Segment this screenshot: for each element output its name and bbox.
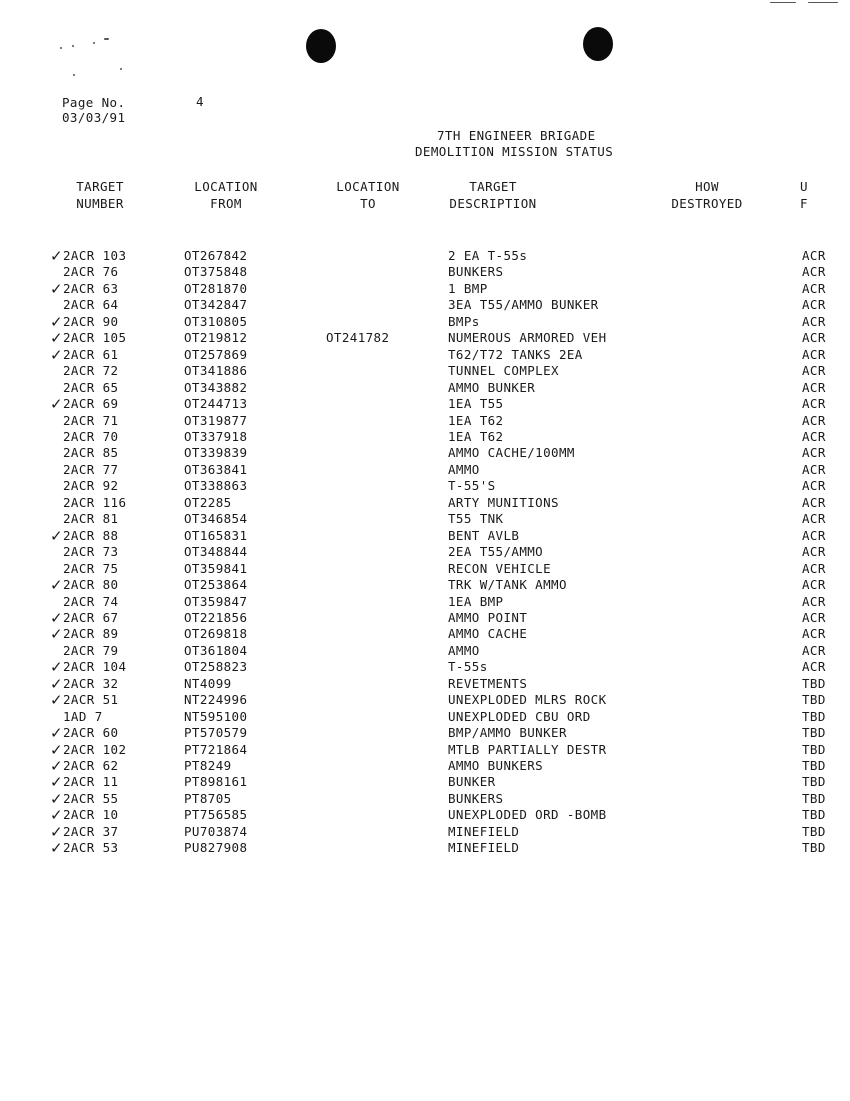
target-number: 2ACR 32 <box>63 675 119 691</box>
location-from: OT219812 <box>184 330 248 346</box>
check-mark: ✓ <box>50 658 63 677</box>
unit-code: ACR <box>802 412 826 428</box>
table-row <box>0 347 850 363</box>
location-from: OT267842 <box>184 248 248 263</box>
target-number: 2ACR 80 <box>63 577 119 592</box>
target-number: 2ACR 69 <box>63 396 119 411</box>
target-number: 2ACR 104 <box>63 659 127 675</box>
target-number: 2ACR 116 <box>63 494 127 510</box>
check-mark: ✓ <box>50 312 63 331</box>
target-description: 3EA T55/AMMO BUNKER <box>448 297 599 313</box>
table-row <box>0 528 850 544</box>
target-description: ARTY MUNITIONS <box>448 494 559 510</box>
table-row <box>0 248 850 264</box>
unit-code: ACR <box>802 593 826 609</box>
unit-code: TBD <box>802 758 826 773</box>
location-from: PT570579 <box>184 725 248 740</box>
table-row <box>0 281 850 297</box>
unit-code: TBD <box>802 840 826 856</box>
check-mark: ✓ <box>50 806 63 825</box>
table-row <box>0 725 850 741</box>
location-from: OT338863 <box>184 478 248 494</box>
table-row <box>0 643 850 659</box>
unit-code: ACR <box>802 346 826 362</box>
target-number: 2ACR 72 <box>63 363 119 379</box>
location-from: OT359847 <box>184 593 248 609</box>
target-number: 2ACR 71 <box>63 412 119 428</box>
col-header-line: FROM <box>210 196 242 211</box>
unit-code: ACR <box>802 461 826 477</box>
table-row <box>0 380 850 396</box>
target-description: RECON VEHICLE <box>448 560 552 576</box>
unit-code: ACR <box>802 428 826 444</box>
unit-code: ACR <box>802 248 826 263</box>
target-description: TUNNEL COMPLEX <box>448 363 559 379</box>
target-number: 2ACR 63 <box>63 280 119 296</box>
target-description: AMMO CACHE <box>448 626 528 642</box>
target-description: T-55'S <box>448 478 496 494</box>
target-description: TRK W/TANK AMMO <box>448 577 567 592</box>
target-number: 2ACR 103 <box>63 248 127 263</box>
check-mark: ✓ <box>50 608 63 627</box>
scan-speck <box>60 47 62 49</box>
unit-code: ACR <box>802 494 826 510</box>
check-mark: ✓ <box>50 773 63 792</box>
table-row <box>0 495 850 511</box>
unit-code: ACR <box>802 363 826 379</box>
unit-code: TBD <box>802 675 826 691</box>
unit-code: TBD <box>802 774 826 790</box>
target-description: 1 BMP <box>448 280 488 296</box>
table-row <box>0 594 850 610</box>
location-from: PU827908 <box>184 840 248 856</box>
col-header-line: DESTROYED <box>671 196 743 211</box>
scan-speck <box>770 2 796 3</box>
report-date: 03/03/91 <box>62 110 126 125</box>
target-description: 2EA T55/AMMO <box>448 544 544 560</box>
unit-code: ACR <box>802 280 826 296</box>
table-row <box>0 774 850 790</box>
target-description: MINEFIELD <box>448 840 520 856</box>
table-row <box>0 676 850 692</box>
target-description: UNEXPLODED ORD -BOMB <box>448 807 607 823</box>
unit-code: TBD <box>802 823 826 839</box>
table-row <box>0 626 850 642</box>
scan-speck <box>93 42 95 44</box>
location-from: OT346854 <box>184 511 248 527</box>
target-number: 2ACR 60 <box>63 725 119 740</box>
location-from: OT244713 <box>184 396 248 411</box>
col-header-location-from <box>183 178 269 212</box>
table-row <box>0 840 850 856</box>
unit-code: ACR <box>802 478 826 494</box>
target-number: 2ACR 76 <box>63 264 119 280</box>
table-row <box>0 314 850 330</box>
location-from: OT165831 <box>184 527 248 543</box>
target-description: 2 EA T-55s <box>448 248 528 263</box>
unit-code: ACR <box>802 396 826 411</box>
table-row <box>0 577 850 593</box>
table-row <box>0 363 850 379</box>
unit-code: ACR <box>802 642 826 658</box>
unit-code: ACR <box>802 626 826 642</box>
target-description: AMMO <box>448 642 480 658</box>
unit-code: ACR <box>802 330 826 346</box>
col-header-line: LOCATION <box>336 179 400 194</box>
location-from: PT8705 <box>184 790 232 806</box>
location-from: OT310805 <box>184 313 248 329</box>
location-from: OT343882 <box>184 379 248 395</box>
page-number-label: Page No. <box>62 95 126 110</box>
location-from: OT361804 <box>184 642 248 658</box>
target-description: UNEXPLODED MLRS ROCK <box>448 692 607 708</box>
unit-code: TBD <box>802 790 826 806</box>
table-row <box>0 758 850 774</box>
check-mark: ✓ <box>50 757 63 775</box>
target-number: 2ACR 11 <box>63 774 119 790</box>
binder-hole-left <box>306 29 336 63</box>
target-number: 2ACR 62 <box>63 758 119 773</box>
location-from: PT898161 <box>184 774 248 790</box>
target-description: AMMO POINT <box>448 609 528 625</box>
target-description: AMMO CACHE/100MM <box>448 445 575 461</box>
target-description: NUMEROUS ARMORED VEH <box>448 330 607 346</box>
scan-speck <box>120 68 122 70</box>
col-header-target-number <box>62 178 138 212</box>
col-header-target-description <box>446 178 540 212</box>
target-number: 2ACR 92 <box>63 478 119 494</box>
report-title: DEMOLITION MISSION STATUS <box>415 144 614 159</box>
table-row <box>0 742 850 758</box>
col-header-line: TARGET <box>76 179 124 194</box>
col-header-how-destroyed <box>661 178 753 212</box>
location-from: NT224996 <box>184 692 248 708</box>
unit-code: ACR <box>802 544 826 560</box>
page-number: 4 <box>196 94 204 109</box>
unit-code: ACR <box>802 264 826 280</box>
target-number: 2ACR 10 <box>63 807 119 823</box>
target-number: 2ACR 74 <box>63 593 119 609</box>
table-row <box>0 692 850 708</box>
table-row <box>0 478 850 494</box>
target-number: 2ACR 51 <box>63 692 119 708</box>
unit-code: TBD <box>802 807 826 823</box>
location-to: OT241782 <box>326 330 390 346</box>
table-row <box>0 462 850 478</box>
location-from: PT756585 <box>184 807 248 823</box>
target-number: 2ACR 105 <box>63 330 127 346</box>
scan-speck <box>104 38 109 40</box>
col-header-line: NUMBER <box>76 196 124 211</box>
target-description: BUNKERS <box>448 790 504 806</box>
col-header-line: HOW <box>695 179 719 194</box>
location-from: OT375848 <box>184 264 248 280</box>
location-from: NT4099 <box>184 675 232 691</box>
table-row <box>0 709 850 725</box>
target-number: 1AD 7 <box>63 708 103 724</box>
target-description: 1EA T62 <box>448 412 504 428</box>
target-description: T62/T72 TANKS 2EA <box>448 346 583 362</box>
target-description: AMMO BUNKER <box>448 379 536 395</box>
location-from: PU703874 <box>184 823 248 839</box>
unit-code: TBD <box>802 708 826 724</box>
location-from: OT269818 <box>184 626 248 642</box>
location-from: OT258823 <box>184 659 248 675</box>
col-header-location-to <box>325 178 411 212</box>
check-mark: ✓ <box>50 789 63 808</box>
col-header-line: U <box>800 179 808 194</box>
binder-hole-right <box>583 27 613 61</box>
table-row <box>0 511 850 527</box>
target-number: 2ACR 53 <box>63 840 119 856</box>
col-header-line: TARGET <box>469 179 517 194</box>
scan-speck <box>808 2 838 3</box>
table-row <box>0 544 850 560</box>
unit-code: ACR <box>802 577 826 592</box>
target-description: T-55s <box>448 659 488 675</box>
check-mark: ✓ <box>50 395 63 413</box>
target-description: BMP/AMMO BUNKER <box>448 725 567 740</box>
target-description: MINEFIELD <box>448 823 520 839</box>
unit-code: ACR <box>802 609 826 625</box>
check-mark: ✓ <box>50 279 63 298</box>
table-row <box>0 445 850 461</box>
unit-code: ACR <box>802 379 826 395</box>
check-mark: ✓ <box>50 247 63 265</box>
target-description: 1EA T55 <box>448 396 504 411</box>
location-from: OT341886 <box>184 363 248 379</box>
table-row <box>0 561 850 577</box>
unit-code: TBD <box>802 692 826 708</box>
col-header-unit <box>800 178 814 212</box>
target-description: BENT AVLB <box>448 527 520 543</box>
target-number: 2ACR 55 <box>63 790 119 806</box>
target-number: 2ACR 61 <box>63 346 119 362</box>
table-row <box>0 413 850 429</box>
table-row <box>0 610 850 626</box>
location-from: PT721864 <box>184 741 248 757</box>
check-mark: ✓ <box>50 625 63 644</box>
location-from: OT359841 <box>184 560 248 576</box>
target-number: 2ACR 85 <box>63 445 119 461</box>
check-mark: ✓ <box>50 329 63 348</box>
target-number: 2ACR 67 <box>63 609 119 625</box>
target-number: 2ACR 75 <box>63 560 119 576</box>
check-mark: ✓ <box>50 822 63 841</box>
target-number: 2ACR 89 <box>63 626 119 642</box>
unit-code: ACR <box>802 560 826 576</box>
location-from: OT281870 <box>184 280 248 296</box>
target-number: 2ACR 64 <box>63 297 119 313</box>
table-row <box>0 330 850 346</box>
table-row <box>0 264 850 280</box>
col-header-line: DESCRIPTION <box>449 196 537 211</box>
unit-code: ACR <box>802 445 826 461</box>
target-description: 1EA BMP <box>448 593 504 609</box>
target-description: UNEXPLODED CBU ORD <box>448 708 591 724</box>
location-from: OT337918 <box>184 428 248 444</box>
location-from: OT363841 <box>184 461 248 477</box>
target-description: BUNKERS <box>448 264 504 280</box>
target-number: 2ACR 73 <box>63 544 119 560</box>
table-row <box>0 807 850 823</box>
location-from: NT595100 <box>184 708 248 724</box>
org-name: 7TH ENGINEER BRIGADE <box>437 128 596 143</box>
col-header-line: F <box>800 196 808 211</box>
target-description: 1EA T62 <box>448 428 504 444</box>
check-mark: ✓ <box>50 724 63 742</box>
unit-code: ACR <box>802 527 826 543</box>
location-from: OT342847 <box>184 297 248 313</box>
location-from: OT221856 <box>184 609 248 625</box>
table-row <box>0 429 850 445</box>
target-number: 2ACR 77 <box>63 461 119 477</box>
target-description: BMPs <box>448 313 480 329</box>
col-header-line: TO <box>360 196 376 211</box>
location-from: OT257869 <box>184 346 248 362</box>
target-description: AMMO <box>448 461 480 477</box>
check-mark: ✓ <box>50 526 63 545</box>
target-number: 2ACR 81 <box>63 511 119 527</box>
unit-code: TBD <box>802 725 826 740</box>
location-from: OT253864 <box>184 577 248 592</box>
check-mark: ✓ <box>50 740 63 759</box>
target-number: 2ACR 79 <box>63 642 119 658</box>
table-row <box>0 396 850 412</box>
target-number: 2ACR 88 <box>63 527 119 543</box>
col-header-line: LOCATION <box>194 179 258 194</box>
target-description: REVETMENTS <box>448 675 528 691</box>
table-row <box>0 791 850 807</box>
scan-speck <box>73 74 75 76</box>
unit-code: ACR <box>802 297 826 313</box>
check-mark: ✓ <box>50 691 63 710</box>
target-number: 2ACR 70 <box>63 428 119 444</box>
location-from: PT8249 <box>184 758 232 773</box>
unit-code: ACR <box>802 511 826 527</box>
target-description: T55 TNK <box>448 511 504 527</box>
table-row <box>0 297 850 313</box>
table-row <box>0 659 850 675</box>
target-number: 2ACR 90 <box>63 313 119 329</box>
target-description: AMMO BUNKERS <box>448 758 544 773</box>
unit-code: ACR <box>802 659 826 675</box>
target-description: BUNKER <box>448 774 496 790</box>
location-from: OT319877 <box>184 412 248 428</box>
target-number: 2ACR 37 <box>63 823 119 839</box>
check-mark: ✓ <box>50 839 63 858</box>
unit-code: TBD <box>802 741 826 757</box>
target-number: 2ACR 102 <box>63 741 127 757</box>
scan-speck <box>72 45 74 47</box>
check-mark: ✓ <box>50 345 63 364</box>
table-row <box>0 824 850 840</box>
target-description: MTLB PARTIALLY DESTR <box>448 741 607 757</box>
location-from: OT339839 <box>184 445 248 461</box>
unit-code: ACR <box>802 313 826 329</box>
location-from: OT2285 <box>184 494 232 510</box>
target-number: 2ACR 65 <box>63 379 119 395</box>
check-mark: ✓ <box>50 576 63 594</box>
location-from: OT348844 <box>184 544 248 560</box>
check-mark: ✓ <box>50 674 63 693</box>
